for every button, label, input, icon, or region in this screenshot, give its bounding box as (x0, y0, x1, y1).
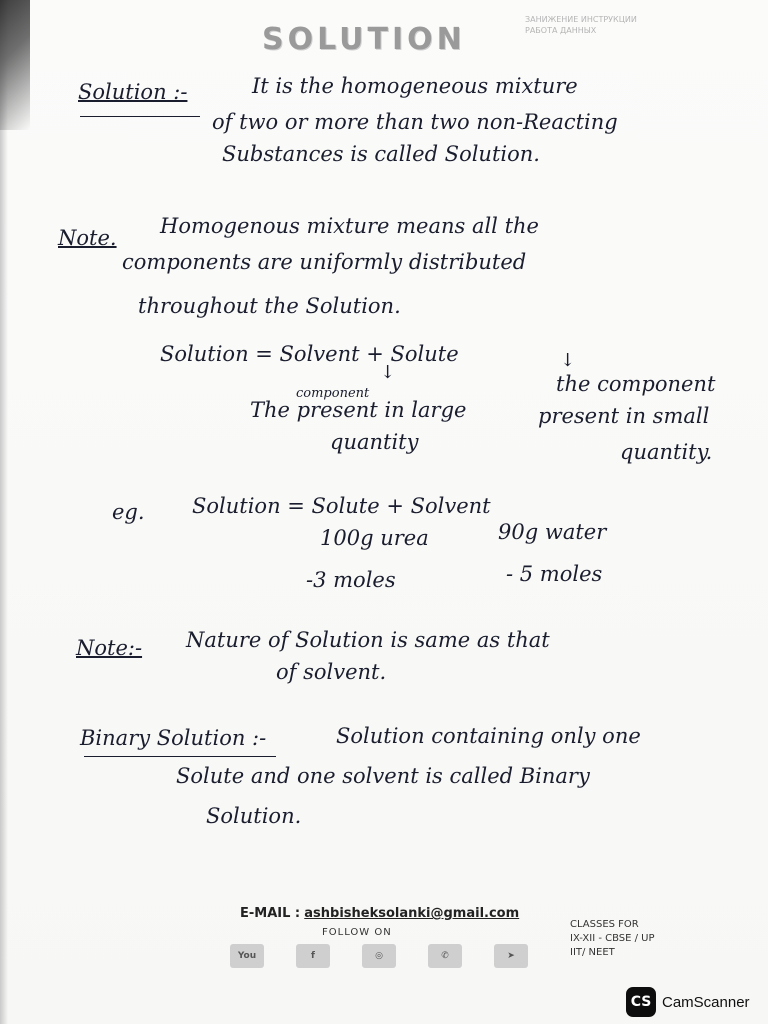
note-line: of solvent. (276, 660, 387, 684)
note-line: throughout the Solution. (138, 294, 401, 318)
note-line: components are uniformly distributed (122, 250, 527, 274)
camscanner-label: CamScanner (662, 993, 750, 1011)
binary-heading: Binary Solution :- (80, 726, 267, 750)
facebook-icon: f (296, 944, 330, 968)
binary-line: Solution containing only one (336, 724, 641, 748)
classes-info (570, 918, 655, 960)
definition-line: of two or more than two non-Reacting (212, 110, 618, 134)
binary-line: Solute and one solvent is called Binary (176, 764, 590, 788)
header-meta-line: РАБОТА ДАННЫХ (525, 26, 597, 35)
example-solute: 100g urea (320, 526, 429, 550)
footer-email (240, 906, 519, 921)
instagram-icon: ◎ (362, 944, 396, 968)
example-label: eg. (112, 500, 145, 524)
note-heading: Note:- (76, 636, 143, 660)
heading-underline (80, 116, 200, 117)
example-moles: - 5 moles (506, 562, 603, 586)
note-line: Homogenous mixture means all the (160, 214, 539, 238)
youtube-icon: You (230, 944, 264, 968)
example-equation: Solution = Solute + Solvent (192, 494, 491, 518)
down-arrow-icon: ↓ (380, 362, 396, 383)
definition-heading: Solution :- (78, 80, 188, 104)
classes-line: IIT/ NEET (570, 947, 615, 958)
telegram-icon: ➤ (494, 944, 528, 968)
email-address: ashbisheksolanki@gmail.com (304, 906, 520, 921)
header-meta-line: ЗАНИЖЕНИЕ ИНСТРУКЦИИ (525, 15, 637, 24)
solute-description: the component (556, 372, 716, 396)
note-heading: Note. (58, 226, 117, 250)
down-arrow-icon: ↓ (560, 350, 576, 371)
solution-equation: Solution = Solvent + Solute (160, 342, 459, 366)
page-edge-shadow (0, 0, 8, 1024)
binary-line: Solution. (206, 804, 302, 828)
classes-line: IX-XII - CBSE / UP (570, 933, 655, 944)
heading-underline (84, 756, 276, 757)
solute-description: quantity. (620, 440, 713, 464)
email-label: E-MAIL : (240, 906, 301, 921)
definition-line: It is the homogeneous mixture (252, 74, 578, 98)
social-icons (230, 944, 528, 968)
page-corner-shadow (0, 0, 30, 130)
example-moles: -3 moles (306, 568, 396, 592)
note-line: Nature of Solution is same as that (186, 628, 550, 652)
definition-line: Substances is called Solution. (222, 142, 540, 166)
solvent-description: quantity (330, 430, 419, 454)
whatsapp-icon: ✆ (428, 944, 462, 968)
page-header-meta (525, 14, 725, 36)
camscanner-watermark (626, 987, 750, 1017)
solute-description: present in small (538, 404, 710, 428)
classes-line: CLASSES FOR (570, 919, 639, 930)
component-annotation: component (296, 386, 370, 401)
solvent-description: The present in large (250, 398, 467, 422)
camscanner-logo-icon: CS (626, 987, 656, 1017)
follow-label: FOLLOW ON (322, 927, 392, 938)
example-solvent: 90g water (498, 520, 607, 544)
page-header-title: SOLUTION (262, 22, 466, 57)
